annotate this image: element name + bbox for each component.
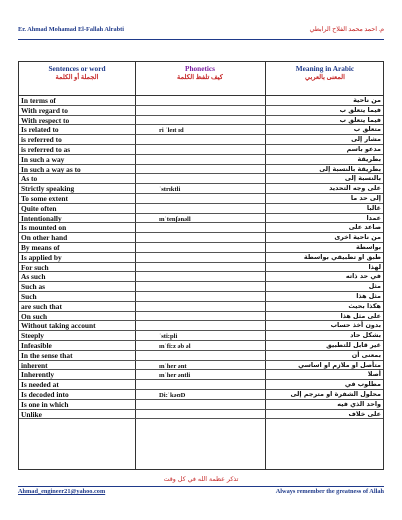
row-meaning-arabic: واحد الذي فيه [337, 399, 381, 408]
row-term: To some extent [21, 193, 68, 203]
table-row [19, 233, 383, 243]
table-row [19, 223, 383, 233]
column-header-sentence-ar: الجملة أو الكلمة [55, 74, 99, 81]
table-row [19, 194, 383, 204]
row-divider [19, 418, 383, 419]
row-term: Steeply [21, 331, 44, 341]
row-meaning-arabic: غير قابل للتطبيق [326, 340, 381, 349]
author-email-link[interactable]: Ahmad_engineer21@yahoo.com [18, 488, 106, 495]
table-row [19, 125, 383, 135]
row-phonetics: Di:ˈkəʊD [159, 391, 186, 399]
author-name-arabic: م. احمد محمد الفلاح الرابطي [309, 26, 384, 33]
row-meaning-arabic: غالبا [366, 203, 381, 212]
row-term: Is needed at [21, 380, 59, 390]
row-meaning-arabic: إلى حد ما [350, 193, 381, 202]
table-row [19, 272, 383, 282]
row-meaning-arabic: مدعو باسم [346, 144, 381, 153]
table-row [19, 184, 383, 194]
row-term: Intentionally [21, 213, 62, 223]
row-meaning-arabic: متعلق ب [353, 125, 381, 134]
column-header-phonetics-en: Phonetics [185, 64, 215, 73]
row-term: With regard to [21, 105, 68, 115]
row-term: Strictly speaking [21, 184, 75, 194]
table-body [19, 96, 383, 419]
row-term: Is decoded into [21, 389, 69, 399]
table-row [19, 380, 383, 390]
row-meaning-arabic: بالنسبة إلى [344, 174, 381, 183]
table-row [19, 263, 383, 273]
row-meaning-arabic: محلول الشفرة او مترجم إلى [290, 389, 381, 398]
table-row [19, 253, 383, 263]
table-row [19, 400, 383, 410]
table-row [19, 214, 383, 224]
row-term: Quite often [21, 203, 57, 213]
table-row [19, 243, 383, 253]
row-term: With respect to [21, 115, 70, 125]
table-row [19, 96, 383, 106]
row-phonetics: ˈstrɪktli [159, 186, 181, 194]
row-term: Is mounted on [21, 223, 67, 233]
row-term: is referred to as [21, 144, 71, 154]
row-meaning-arabic: على مثل هذا [340, 311, 381, 320]
table-row [19, 331, 383, 341]
row-meaning-arabic: بواسطة [356, 242, 381, 251]
author-name-english: Er. Ahmad Mohamad El-Fallah Alrabti [18, 26, 124, 33]
page-header [18, 26, 384, 40]
row-term: For such [21, 262, 49, 272]
row-term: Unlike [21, 409, 42, 419]
row-meaning-arabic: عمدا [366, 213, 381, 222]
table-row [19, 312, 383, 322]
row-meaning-arabic: لهذا [368, 262, 381, 271]
row-meaning-arabic: من ناحية [353, 96, 381, 104]
row-term: In such a way as to [21, 164, 81, 174]
table-row [19, 341, 383, 351]
table-row [19, 106, 383, 116]
vocabulary-table [18, 61, 384, 470]
row-meaning-arabic: على وجه التحديد [329, 184, 381, 193]
table-row [19, 321, 383, 331]
table-row [19, 292, 383, 302]
row-meaning-arabic: بمعنى أن [351, 350, 381, 359]
row-phonetics: ɪnˈher əntli [159, 372, 191, 380]
table-row [19, 165, 383, 175]
row-term: are such that [21, 301, 62, 311]
table-row [19, 410, 383, 420]
row-phonetics: ri ˈleɪt ɪd [159, 127, 184, 135]
row-term: Without taking account [21, 321, 96, 331]
row-meaning-arabic: أصلا [367, 370, 381, 379]
row-meaning-arabic: بدون أخذ حساب [330, 321, 381, 330]
footer-motto: Always remember the greatness of Allah [275, 488, 384, 495]
row-meaning-arabic: فيما يتعلق ب [339, 105, 381, 114]
column-header-phonetics [135, 64, 265, 82]
row-meaning-arabic: مثل [368, 282, 381, 291]
table-row [19, 282, 383, 292]
header-divider [18, 39, 384, 40]
row-term: As such [21, 272, 46, 282]
footer-divider [18, 486, 384, 487]
table-row [19, 135, 383, 145]
row-phonetics: ɪnˈher ənt [159, 362, 187, 370]
row-term: As to [21, 174, 38, 184]
column-header-sentence [19, 64, 135, 82]
row-meaning-arabic: متأصل او ملازم او اساسي [298, 360, 381, 369]
row-term: Is applied by [21, 252, 62, 262]
row-term: Such [21, 291, 37, 301]
row-term: is referred to [21, 135, 62, 145]
row-phonetics: ɪnˈfi:z əb əl [159, 342, 191, 350]
row-meaning-arabic: صاعد على [348, 223, 381, 232]
row-meaning-arabic: هكذا بحيث [348, 301, 381, 310]
row-meaning-arabic: طبق او تطبيقي بواسطة [303, 252, 381, 261]
row-term: On other hand [21, 233, 68, 243]
table-row [19, 361, 383, 371]
row-meaning-arabic: في حد ذاته [345, 272, 381, 281]
row-term: Such as [21, 282, 46, 292]
column-header-phonetics-ar: كيف تلفظ الكلمة [177, 74, 223, 81]
row-meaning-arabic: بطريقة بالنسبة إلى [319, 164, 381, 173]
table-row [19, 116, 383, 126]
column-header-meaning-en: Meaning in Arabic [295, 64, 355, 73]
row-phonetics: ˈsti:pli [159, 333, 178, 341]
row-term: Is one in which [21, 399, 69, 409]
table-row [19, 145, 383, 155]
row-meaning-arabic: فيما يتعلق ب [339, 115, 381, 124]
table-row [19, 390, 383, 400]
row-term: Is related to [21, 125, 59, 135]
page-footer [18, 486, 384, 498]
row-meaning-arabic: على خلاف [348, 409, 381, 418]
row-meaning-arabic: مطلوب في [344, 380, 381, 389]
row-term: inherent [21, 360, 48, 370]
row-meaning-arabic: مشار إلى [351, 135, 381, 144]
table-row [19, 370, 383, 380]
row-term: Inherently [21, 370, 55, 380]
row-term: In terms of [21, 96, 56, 105]
table-row [19, 351, 383, 361]
table-row [19, 174, 383, 184]
column-header-meaning-ar: المعنى بالعربي [305, 74, 345, 81]
row-meaning-arabic: بطريقة [357, 154, 381, 163]
row-meaning-arabic: من ناحية اخرى [334, 233, 381, 242]
row-meaning-arabic: مثل هذا [356, 291, 381, 300]
row-term: By means of [21, 242, 60, 252]
column-header-sentence-en: Sentences or word [48, 64, 106, 73]
column-header-meaning [265, 64, 385, 82]
row-phonetics: ɪnˈtenʃənəll [159, 215, 191, 223]
row-term: In the sense that [21, 350, 73, 360]
row-term: Infeasible [21, 340, 52, 350]
table-row [19, 302, 383, 312]
table-row [19, 155, 383, 165]
row-meaning-arabic: بشكل حاد [350, 331, 381, 340]
footer-reminder-arabic: تذكر عظمة الله في كل وقت [163, 476, 239, 483]
row-term: On such [21, 311, 48, 321]
table-row [19, 204, 383, 214]
row-term: In such a way [21, 154, 65, 164]
